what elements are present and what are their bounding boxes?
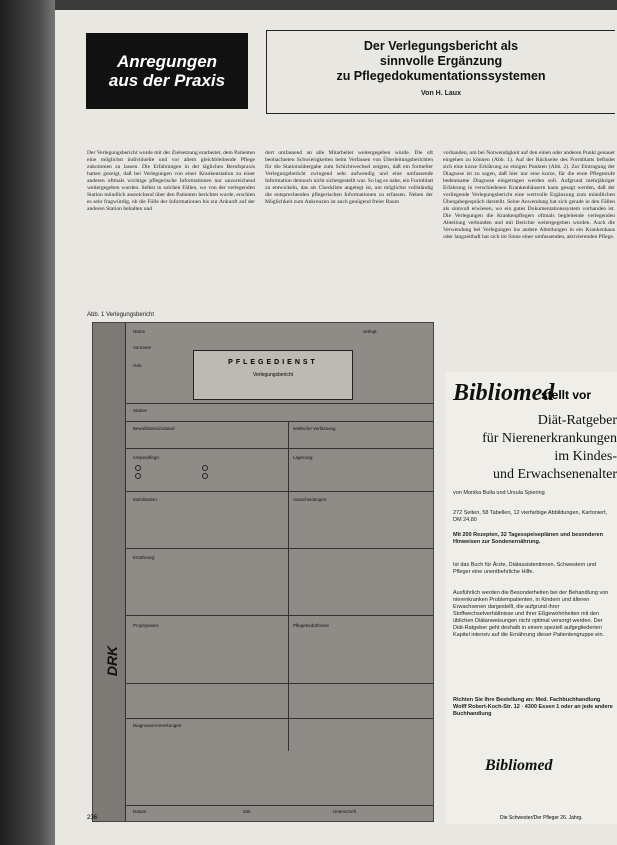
ad-order: Richten Sie Ihre Bestellung an: Med. Fachbuchhandlung Wolff Robert-Koch-Str. 12 · 4300 Essen 1 oder an jede andere Buchhandlung: [453, 697, 613, 717]
section-header: [86, 33, 248, 109]
label-ernaehrung: Ernährung:: [133, 555, 156, 560]
figure-caption: Abb. 1 Verlegungsbericht: [87, 312, 155, 318]
journal-name: Die Schwester/Der Pfleger 26. Jahrg.: [500, 815, 583, 821]
label-vorname: Vorname: [133, 345, 152, 350]
form-title: PFLEGEDIENST: [228, 359, 318, 366]
book-binding: [0, 0, 55, 845]
title-line1: Der Verlegungsbericht als: [363, 39, 519, 53]
label-geb: Geb.: [133, 363, 143, 368]
form-strip: [93, 323, 126, 821]
label-name: Name: [133, 329, 146, 334]
label-station: Station: [133, 408, 148, 413]
label-datum: Datum: [133, 809, 147, 814]
drk-logo: DRK: [104, 645, 121, 677]
ad-p2: Ausführlich werden die Besonderheiten bei der Behandlung von nierenkranken Problempatienten, in Kindern und älteren Erwachsenen dargestellt, die aufgrund ihrer Stoffwechselverhältnisse und ihrer Eßgewohnheiten mit den üblichen Diätanweisungen nicht optimal versorgt werden. Der Diät-Ratgeber geht deshalb in einem speziell aufgegliederten Kapitel intensiv auf die Ernährung dieser Patientengruppe ein.: [453, 590, 609, 638]
book-line1: Diät-Ratgeber: [537, 413, 617, 428]
label-diagnose: Diagnose/Anmerkungen:: [133, 723, 183, 728]
form-title-box: [193, 350, 353, 400]
ad-brand-footer: Bibliomed: [485, 757, 553, 774]
label-koerper: Körperpflege:: [133, 455, 161, 460]
ad-authors: von Monika Bulla und Ursula Spiering: [453, 490, 545, 496]
title-line3: zu Pflegedokumentationssystemen: [336, 69, 546, 83]
book-line4: und Erwachsenenalter: [493, 467, 617, 482]
ad-details: 272 Seiten, 58 Tabellen, 12 vierfarbige Abbildungen, Kartoniert, DM 24,80: [453, 510, 608, 523]
ad-book-title: [453, 412, 617, 484]
author: Von H. Laux: [421, 90, 461, 97]
radio-row-2[interactable]: [133, 473, 208, 480]
title-line2: sinnvolle Ergänzung: [379, 54, 503, 68]
label-ausscheidung: Ausscheidungen:: [293, 497, 328, 502]
article-title-box: [266, 30, 615, 114]
bibliomed-ad: [445, 372, 617, 824]
ad-tagline: stellt vor: [541, 388, 592, 402]
label-unterschrift: Unterschrift: [333, 809, 357, 814]
column-2: dort umfassend an alle Mitarbeiter weitergegeben würde. Die oft beobachteten Schwierigkeiten beim Verfassen von Überleitungsberichten für die Stationsübergabe zum Schichtwechsel zeigten, daß ein formeller Verlegungsbericht zwingend sehr aufwendig und eine umfassende Information dennoch nicht sichergestellt war. So lag es nahe, ein Formblatt zu entwickeln, das als Checkliste angelegt ist, um möglichst vollständig die entsprechenden pflegerischen Informationen zu erfassen. Neben der Möglichkeit zum Ankreuzen ist auch genügend freier Raum: [265, 150, 433, 205]
ad-teaser: Mit 200 Rezepten, 32 Tagesspeiseplänen und besonderen Hinweisen zur Sondenernährung.: [453, 532, 603, 545]
label-verlegt: verlegt:: [363, 329, 378, 334]
page-number: 236: [87, 815, 98, 821]
ad-p1: Ist das Buch für Ärzte, Diätassistentinnen, Schwestern und Pfleger eine unentbehrliche Hilfe.: [453, 562, 597, 575]
form-figure: [92, 322, 434, 822]
book-line3: im Kindes-: [554, 449, 617, 464]
article-title: [267, 39, 615, 84]
form-subtitle: Verlegungsbericht: [252, 372, 294, 378]
column-3: vorhanden, um bei Notwendigkeit auf den einen oder anderen Punkt genauer eingehen zu können (Abb. 1). Auf der Rückseite des Formblatts befindet sich eine kurze Erklärung zu einigen Punkten (Abb. 2). Zur Eintragung der Diagnose ist zu sagen, daß hier nur eine kurze, für die erste Pflegestufe bedeutsame Diagnose eingetragen werden soll. Aufgrund mehrjähriger Erfahrung in verschiedenen Krankenhäusern kann gesagt werden, daß der vorliegende Verlegungsbericht eine wertvolle Ergänzung zum mündlichen Übergabegespräch darstellt. Seine Anwendung hat sich gerade in den Fällen als sinnvoll erwiesen, wo ein gutes Dokumentationssystem vorhanden ist. Die Verlegungen die Krankenpflegers oftmals begleitende verlegenden Abteilung verbunden und mit Berichte weitergegeben wurden. Auch die Verwendung bei Verlegungen ins andere Abteilungen in ein Krankenhaus oder langzeithaft hat sich im Sinne einer umfassenden, aktivierenden Pflege.: [443, 150, 615, 240]
label-psyche: seelische Verfassung: [293, 426, 336, 431]
label-bewusst: Bewußtseinszustand: [133, 426, 175, 431]
label-lagerung: Lagerung:: [293, 455, 314, 460]
ad-brand: Bibliomed: [453, 380, 555, 406]
radio-row-1[interactable]: [133, 465, 208, 472]
section-line2: aus der Praxis: [108, 71, 226, 90]
label-mobil: Mobilisation:: [133, 497, 159, 502]
section-line1: Anregungen: [116, 52, 218, 71]
column-1: Der Verlegungsbericht wurde mit der Zielsetzung erarbeitet, dem Patienten eine möglichst individuelle und vor allem gleichbleibende Pflege zukommen zu lassen. Die Erfahrungen in der täglichen Berufspraxis hatten gezeigt, daß bei Verlegungen von einer Krankenstation zu einer anderen oftmals wichtige pflegerische Informationen nur unzureichend weitergegeben wurden. Selbst in solchen Fällen, wo von der verlegenden Station mündlich ausreichend über den Patienten berichtet wurde, erschien es sehr fragwürdig, ob die Fülle der Informationen bis zur Ankunft auf der anderen Station behalten und: [87, 150, 255, 212]
book-line2: für Nierenerkrankungen: [482, 431, 617, 446]
label-prophylaxe: Prophylaxen:: [133, 623, 160, 628]
label-pflege: Pflegebedürfnisse: [293, 623, 330, 628]
label-zeit: Zeit: [243, 809, 251, 814]
